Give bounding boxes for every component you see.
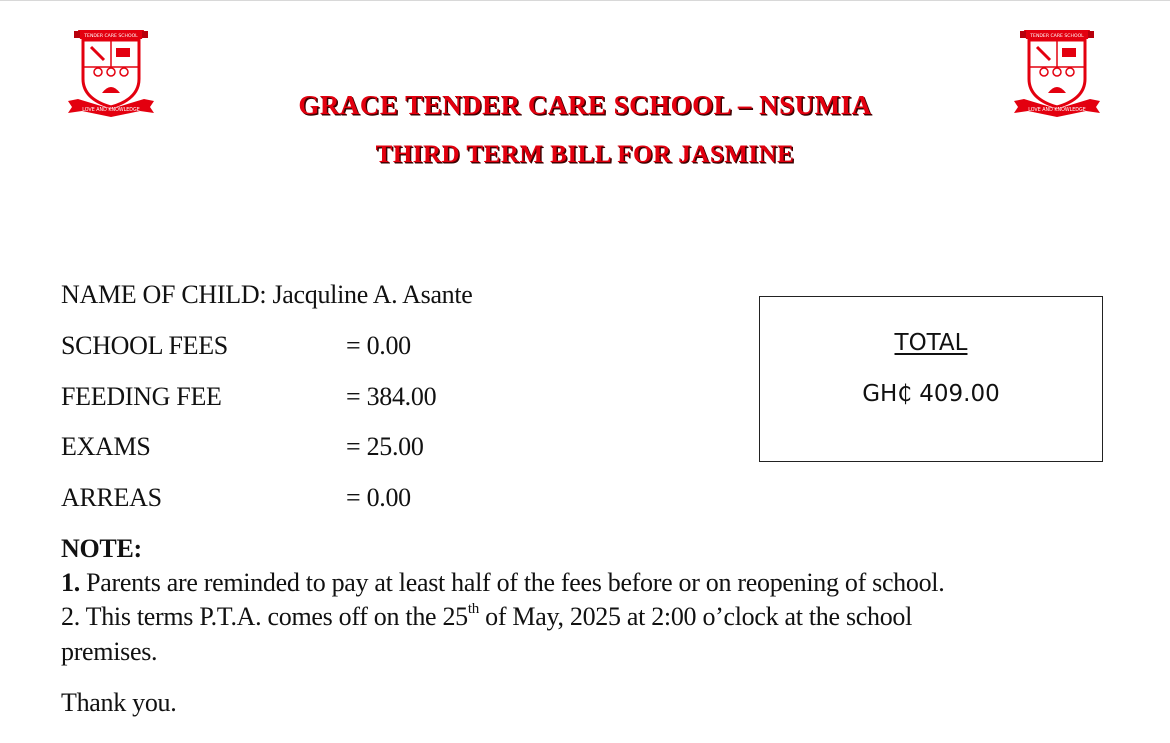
fee-label-arreas: ARREAS	[61, 483, 162, 512]
crest-top-banner-text: TENDER CARE SCHOOL	[1030, 34, 1084, 39]
fee-value-arreas: = 0.00	[346, 483, 411, 512]
crest-bottom-banner-text: LOVE AND KNOWLEDGE	[1028, 108, 1086, 113]
note-item-1	[61, 568, 944, 598]
total-label: TOTAL	[894, 330, 968, 356]
note-item-2-superscript: th	[467, 601, 479, 618]
crest-top-banner-text: TENDER CARE SCHOOL	[84, 34, 138, 39]
child-name-line	[61, 280, 473, 310]
note-item-2-prefix: 2. This terms P.T.A. comes off on the 25	[61, 602, 468, 631]
total-box	[759, 296, 1103, 462]
fee-value-feeding-fee: = 384.00	[346, 382, 437, 411]
note-item-1-text: Parents are reminded to pay at least half of the fees before or on reopening of school.	[86, 568, 945, 597]
closing-text: Thank you.	[61, 688, 177, 717]
fee-label-school-fees: SCHOOL FEES	[61, 331, 228, 360]
school-name-heading: GRACE TENDER CARE SCHOOL – NSUMIA	[298, 90, 872, 120]
crest-bottom-banner-text: LOVE AND KNOWLEDGE	[82, 108, 140, 113]
total-amount: GH₵ 409.00	[862, 381, 1000, 407]
fee-label-exams: EXAMS	[61, 432, 151, 461]
note-item-2-suffix: of May, 2025 at 2:00 o’clock at the school	[485, 602, 913, 631]
fee-value-exams: = 25.00	[346, 432, 424, 461]
child-name-label: NAME OF CHILD:	[61, 280, 267, 309]
note-item-2	[61, 602, 912, 632]
note-item-2-continuation: premises.	[61, 637, 158, 666]
note-item-1-number: 1.	[61, 568, 80, 597]
fee-label-feeding-fee: FEEDING FEE	[61, 382, 222, 411]
bill-title-heading: THIRD TERM BILL FOR JASMINE	[375, 141, 795, 168]
fee-value-school-fees: = 0.00	[346, 331, 411, 360]
note-heading: NOTE:	[61, 534, 142, 563]
top-rule	[0, 0, 1170, 1]
child-name-value: Jacquline A. Asante	[272, 280, 473, 309]
